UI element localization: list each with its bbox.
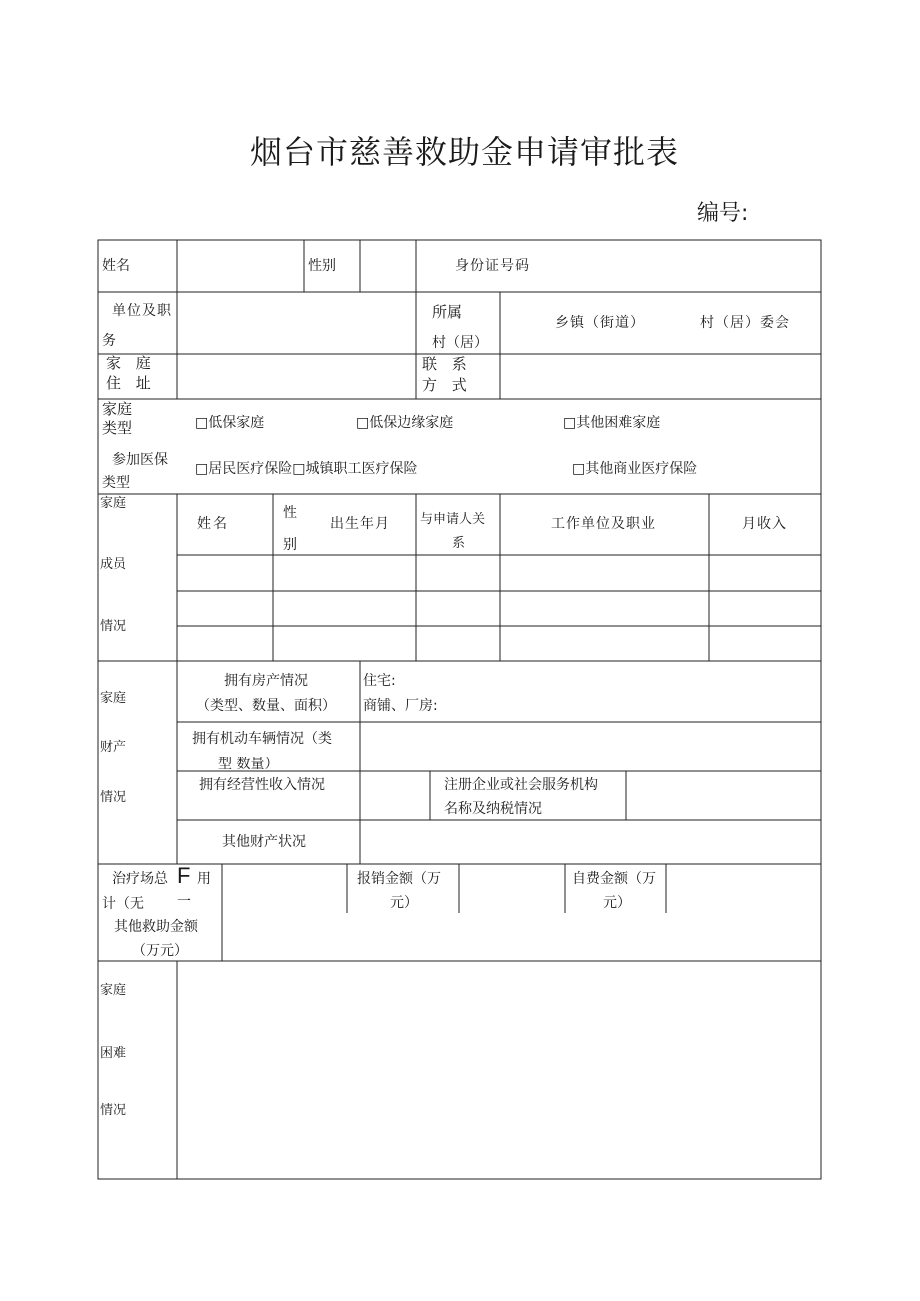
assets-side-label-3: 情况	[100, 790, 127, 805]
medical-total-label-dash: 一	[177, 894, 191, 910]
vehicle-field[interactable]	[361, 723, 820, 770]
members-header-relation-line1: 与申请人关	[420, 512, 486, 527]
selfpay-label-line2: 元）	[603, 895, 631, 911]
business-income-label: 拥有经营性收入情况	[199, 777, 325, 793]
hardship-side-label-1: 家庭	[100, 983, 127, 998]
reimbursed-field[interactable]	[460, 865, 564, 912]
insurance-label-line2: 类型	[102, 475, 130, 491]
member-row[interactable]	[178, 592, 820, 625]
property-label-line1: 拥有房产情况	[224, 673, 308, 689]
members-header-work: 工作单位及职业	[551, 516, 656, 532]
name-label: 姓名	[102, 258, 130, 274]
family-type-option-dibao[interactable]: □低保家庭	[195, 415, 265, 431]
residence-label: 住宅:	[363, 673, 396, 689]
assets-side-label-2: 财产	[100, 740, 127, 755]
contact-field[interactable]	[501, 355, 820, 398]
affiliation-label-line1: 所属	[432, 303, 463, 321]
members-header-income: 月收入	[742, 516, 787, 532]
form-title: 烟台市慈善救助金申请审批表	[250, 133, 680, 171]
assets-side-label-1: 家庭	[100, 691, 127, 706]
reimbursed-label-line2: 元）	[390, 895, 418, 911]
members-header-gender-line1: 性	[283, 505, 297, 521]
village-label: 村（居）委会	[700, 315, 790, 331]
township-label: 乡镇（街道）	[555, 315, 645, 331]
gender-label: 性别	[308, 258, 336, 274]
members-side-label-3: 情况	[100, 619, 127, 634]
contact-label-line2: 方 式	[422, 376, 472, 394]
enterprise-label-line2: 名称及纳税情况	[444, 801, 542, 817]
family-type-option-other[interactable]: □其他困难家庭	[563, 415, 661, 431]
name-field[interactable]	[178, 241, 303, 291]
vehicle-label-line2: 型 数量）	[218, 757, 279, 770]
medical-total-label-use: 用	[197, 871, 211, 887]
address-label-line2: 住 址	[106, 374, 156, 392]
id-number-label: 身份证号码	[455, 258, 530, 274]
other-aid-field[interactable]	[223, 914, 820, 960]
family-type-label-line2: 类型	[102, 419, 133, 437]
reimbursed-label-line1: 报销金额（万	[357, 871, 441, 887]
address-field[interactable]	[178, 355, 415, 398]
employer-label-line2: 务	[102, 333, 116, 349]
members-header-gender-line2: 别	[283, 537, 297, 553]
address-label-line1: 家 庭	[106, 354, 156, 372]
family-type-label-line1: 家庭	[102, 400, 133, 418]
contact-label-line1: 联 系	[422, 355, 472, 373]
insurance-option-commercial[interactable]: □其他商业医疗保险	[572, 461, 698, 477]
medical-total-label-line2: 计（无	[102, 896, 144, 912]
members-header-birth: 出生年月	[330, 516, 390, 532]
hardship-side-label-3: 情况	[100, 1103, 127, 1118]
members-side-label-2: 成员	[100, 557, 127, 572]
other-assets-field[interactable]	[361, 821, 820, 863]
employer-label-line1: 单位及职	[112, 303, 172, 319]
other-assets-label: 其他财产状况	[222, 834, 306, 850]
enterprise-field[interactable]	[627, 772, 820, 819]
insurance-option-resident-worker[interactable]: □居民医疗保险□城镇职工医疗保险	[195, 461, 418, 477]
selfpay-label-line1: 自费金额（万	[572, 871, 656, 887]
commercial-label: 商铺、厂房:	[363, 698, 438, 714]
enterprise-label-line1: 注册企业或社会服务机构	[444, 777, 598, 793]
hardship-side-label-2: 困难	[100, 1046, 127, 1061]
business-income-field[interactable]	[361, 772, 429, 819]
medical-total-field[interactable]	[223, 865, 346, 912]
employer-field[interactable]	[178, 293, 415, 353]
insurance-label-line1: 参加医保	[112, 452, 168, 468]
members-header-relation-line2: 系	[452, 536, 466, 551]
members-side-label-1: 家庭	[100, 496, 127, 511]
family-type-option-edge[interactable]: □低保边缘家庭	[356, 415, 454, 431]
medical-total-label-line1: 治疗场总	[112, 871, 168, 887]
hardship-field[interactable]	[178, 962, 820, 1178]
gender-field[interactable]	[361, 241, 415, 291]
medical-total-label-mark: F	[177, 863, 191, 888]
other-aid-label-line2: （万元）	[132, 943, 188, 959]
vehicle-label-line1: 拥有机动车辆情况（类	[192, 731, 332, 747]
member-row[interactable]	[178, 556, 820, 590]
property-label-line2: （类型、数量、面积）	[196, 698, 336, 714]
members-header-name: 姓名	[197, 516, 229, 532]
selfpay-field[interactable]	[667, 865, 820, 912]
affiliation-label-line2: 村（居）	[432, 335, 488, 351]
other-aid-label-line1: 其他救助金额	[114, 919, 198, 935]
serial-number-label: 编号:	[697, 201, 749, 226]
member-row[interactable]	[178, 627, 820, 660]
